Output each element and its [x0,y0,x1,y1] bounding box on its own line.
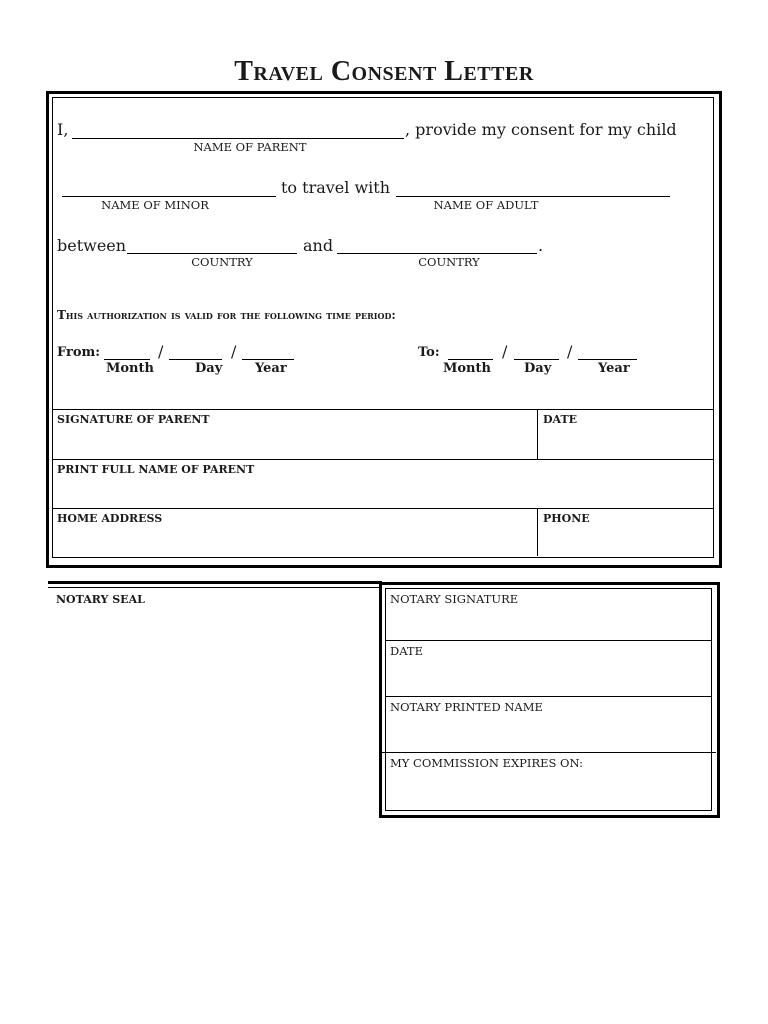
from-year-blank[interactable] [242,359,294,360]
caption-name-of-adult: NAME OF ADULT [433,198,539,212]
to-year-caption: Year [598,361,630,376]
print-full-name-label: PRINT FULL NAME OF PARENT [57,463,255,476]
notary-printed-name-field[interactable] [386,697,711,752]
caption-country-2: COUNTRY [418,255,480,269]
home-address-field[interactable] [53,509,537,556]
parent-date-field[interactable] [538,410,713,459]
from-month-blank[interactable] [104,359,150,360]
parent-signature-field[interactable] [53,410,537,459]
line2-mid: to travel with [281,178,391,197]
from-day-caption: Day [195,361,223,376]
commission-expires-label: MY COMMISSION EXPIRES ON: [390,756,583,770]
to-label: To: [418,345,440,360]
from-year-caption: Year [255,361,287,376]
from-slash-2: / [231,342,237,361]
line1-prefix: I, [57,120,69,139]
commission-expires-field[interactable] [386,753,711,808]
notary-printed-name-label: NOTARY PRINTED NAME [390,700,543,714]
caption-name-of-parent: NAME OF PARENT [193,140,307,154]
from-month-caption: Month [106,361,154,376]
notary-signature-label: NOTARY SIGNATURE [390,592,519,606]
country1-blank[interactable] [127,253,297,254]
notary-date-label: DATE [390,644,423,658]
signature-of-parent-label: SIGNATURE OF PARENT [57,413,210,426]
to-month-blank[interactable] [448,359,493,360]
from-slash-1: / [158,342,164,361]
to-month-caption: Month [443,361,491,376]
line1-suffix: , provide my consent for my child [405,120,677,139]
notary-signature-field[interactable] [386,589,711,640]
home-address-label: HOME ADDRESS [57,512,163,525]
from-day-blank[interactable] [169,359,222,360]
notary-date-field[interactable] [386,641,711,696]
caption-country-1: COUNTRY [191,255,253,269]
phone-field[interactable] [538,509,713,556]
document-title: Travel Consent Letter [234,56,534,87]
minor-name-blank[interactable] [62,196,276,197]
phone-label: PHONE [543,512,590,525]
to-slash-1: / [502,342,508,361]
to-day-blank[interactable] [514,359,559,360]
from-label: From: [57,345,101,360]
parent-print-name-field[interactable] [53,460,713,508]
caption-name-of-minor: NAME OF MINOR [101,198,209,212]
notary-seal-label: NOTARY SEAL [56,593,145,606]
country2-blank[interactable] [337,253,537,254]
adult-name-blank[interactable] [396,196,670,197]
authorization-statement: This authorization is valid for the following time period: [57,308,396,322]
line3-and: and [303,236,334,255]
to-year-blank[interactable] [578,359,637,360]
parent-name-blank[interactable] [72,138,404,139]
date-label: DATE [543,413,578,426]
to-slash-2: / [567,342,573,361]
line3-end: . [538,236,544,255]
to-day-caption: Day [524,361,552,376]
line3-prefix: between [57,236,127,255]
notary-seal-top-line-thick [48,581,382,584]
notary-seal-top-line-thin [48,587,382,588]
